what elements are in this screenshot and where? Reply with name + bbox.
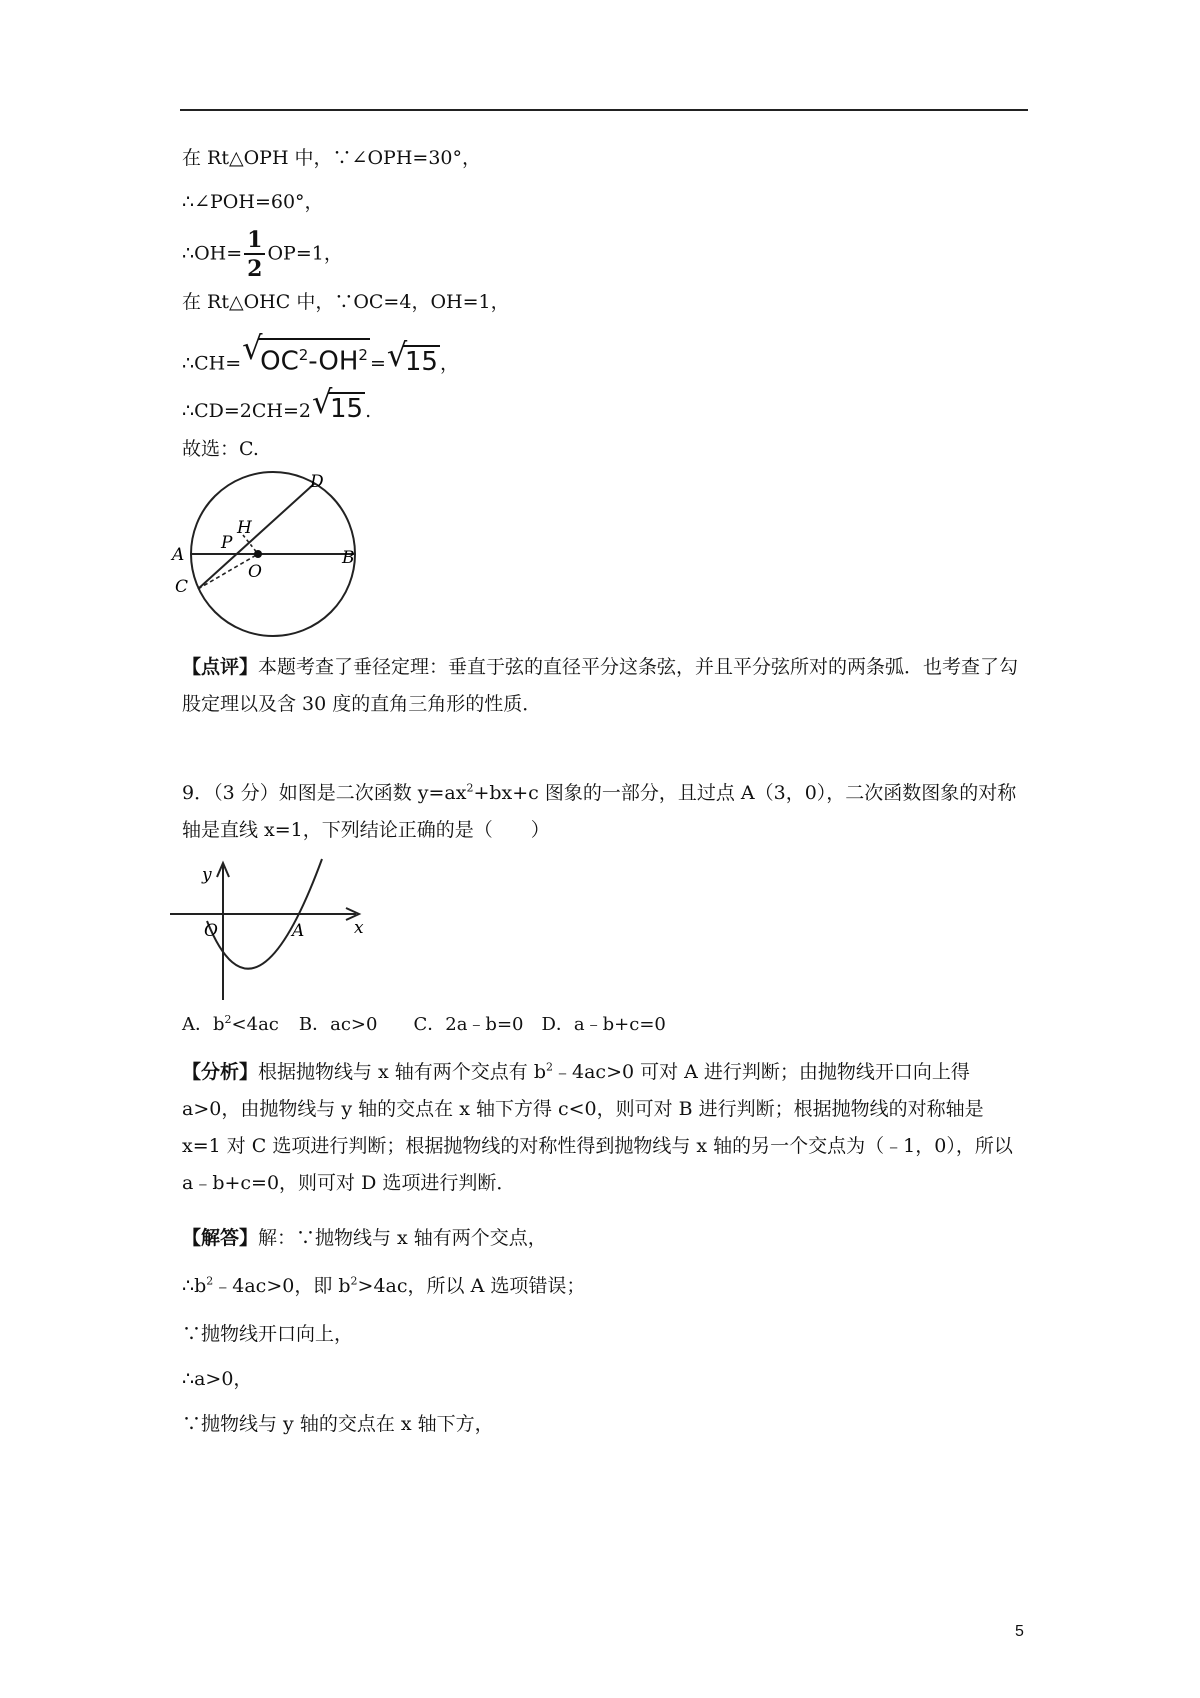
comment-paragraph: [182, 649, 1028, 723]
option-a-prefix: A．b: [182, 1014, 225, 1035]
option-b: B．ac>0: [298, 1014, 378, 1035]
page-number: 5: [1015, 1623, 1024, 1640]
answer-line-2: [182, 1274, 585, 1298]
center-point: [254, 550, 262, 558]
exponent: 2: [298, 346, 309, 364]
answer-line-3: ∵抛物线开口向上，: [182, 1323, 354, 1345]
radical-15: [311, 383, 365, 424]
solution-line-2: ∴∠POH=60°，: [182, 191, 324, 213]
option-a: [182, 1014, 279, 1035]
answer-line-1: [182, 1226, 547, 1250]
question-9: [182, 775, 1028, 849]
label-c: C: [175, 577, 189, 597]
exponent: 2: [358, 346, 368, 364]
option-a-suffix: <4ac: [231, 1014, 279, 1035]
ch-prefix: ∴CH=: [182, 352, 242, 375]
radical-term-oc: OC: [260, 346, 299, 377]
label-point-a: A: [292, 921, 305, 941]
solution-line-6: [182, 383, 372, 424]
label-b: B: [342, 548, 355, 568]
answer-line-2-c: >4ac，所以 A 选项错误；: [357, 1275, 586, 1297]
comment-text: 本题考查了垂径定理：垂直于弦的直径平分这条弦，并且平分弦所对的两条弧．也考查了勾股定理以及含 30 度的直角三角形的性质．: [182, 656, 1019, 715]
analysis-tag: 【分析】: [182, 1061, 259, 1083]
label-h: H: [237, 518, 252, 538]
radical-15: [386, 335, 440, 377]
oh-suffix: OP=1，: [267, 242, 343, 265]
radical-term-oh: -OH: [308, 346, 359, 377]
answer-options: [182, 1013, 666, 1037]
answer-exponent-2: 2: [350, 1274, 358, 1288]
analysis-paragraph: [182, 1054, 1028, 1202]
fraction-numerator: 1: [244, 229, 265, 255]
label-y: y: [202, 865, 212, 885]
cd-suffix: .: [365, 400, 372, 422]
radical-sign-icon: √: [386, 335, 408, 374]
question-9-exponent: 2: [466, 781, 474, 795]
fraction-denominator: 2: [247, 256, 263, 282]
label-x: x: [354, 918, 364, 938]
solution-line-4: 在 Rt△OHC 中，∵OC=4，OH=1，: [182, 291, 510, 313]
answer-exponent-1: 2: [206, 1274, 214, 1288]
analysis-text-2: ﹣4ac>0 可对 A 进行判断；由抛物线开口向上得 a>0，由抛物线与 y 轴的交点在 x 轴下方得 c<0，则可对 B 进行判断；根据抛物线的对称轴是 x=1 对 C 选项进行判断；根据抛物线的对称性得到抛物线与 x 轴的另一个交点为（﹣1，0），所以 a﹣b+c=0，则可对 D 选项进行判断．: [182, 1061, 1013, 1194]
solution-line-1: 在 Rt△OPH 中，∵∠OPH=30°，: [182, 147, 482, 169]
question-9-prefix: 9．（3 分）如图是二次函数 y=ax: [182, 782, 467, 804]
header-rule: [180, 109, 1028, 111]
circle-diagram: [170, 470, 400, 650]
label-a: A: [172, 545, 185, 565]
analysis-text-1: 根据抛物线与 x 轴有两个交点有 b: [258, 1061, 547, 1083]
option-c: C．2a﹣b=0: [413, 1014, 524, 1035]
label-o: O: [248, 562, 262, 582]
answer-tag: 【解答】: [182, 1227, 259, 1249]
solution-line-5: [182, 329, 459, 377]
parabola-diagram: [170, 855, 410, 1005]
option-d: D．a﹣b+c=0: [541, 1014, 666, 1035]
radical-oc-oh: [242, 329, 370, 377]
ch-suffix: ，: [439, 352, 459, 375]
label-d: D: [310, 472, 324, 492]
answer-line-5: ∵抛物线与 y 轴的交点在 x 轴下方，: [182, 1413, 494, 1435]
fraction-half: [244, 229, 265, 280]
label-p: P: [221, 533, 233, 553]
answer-intro: 解：∵抛物线与 x 轴有两个交点，: [258, 1227, 547, 1249]
answer-line-2-b: ﹣4ac>0，即 b: [213, 1275, 351, 1297]
comment-tag: 【点评】: [182, 656, 259, 678]
radical-sign-icon: √: [242, 329, 263, 367]
radical-sign-icon: √: [311, 383, 333, 421]
solution-line-3: [182, 229, 343, 280]
solution-line-7: 故选：C.: [182, 438, 259, 460]
equals-sign: =: [369, 352, 386, 375]
option-a-exponent: 2: [224, 1013, 232, 1026]
radical-value: 15: [329, 394, 364, 424]
oh-prefix: ∴OH=: [182, 242, 243, 265]
question-9-suffix: +bx+c 图象的一部分，且过点 A（3，0），二次函数图象的对称轴是直线 x=1，下列结论正确的是（ ）: [182, 782, 1017, 841]
cd-prefix: ∴CD=2CH=2: [182, 400, 311, 422]
label-origin: O: [204, 921, 218, 941]
answer-line-4: ∴a>0，: [182, 1368, 253, 1390]
answer-line-2-a: ∴b: [182, 1275, 207, 1297]
radical-value: 15: [404, 346, 438, 377]
analysis-exponent: 2: [546, 1060, 554, 1074]
